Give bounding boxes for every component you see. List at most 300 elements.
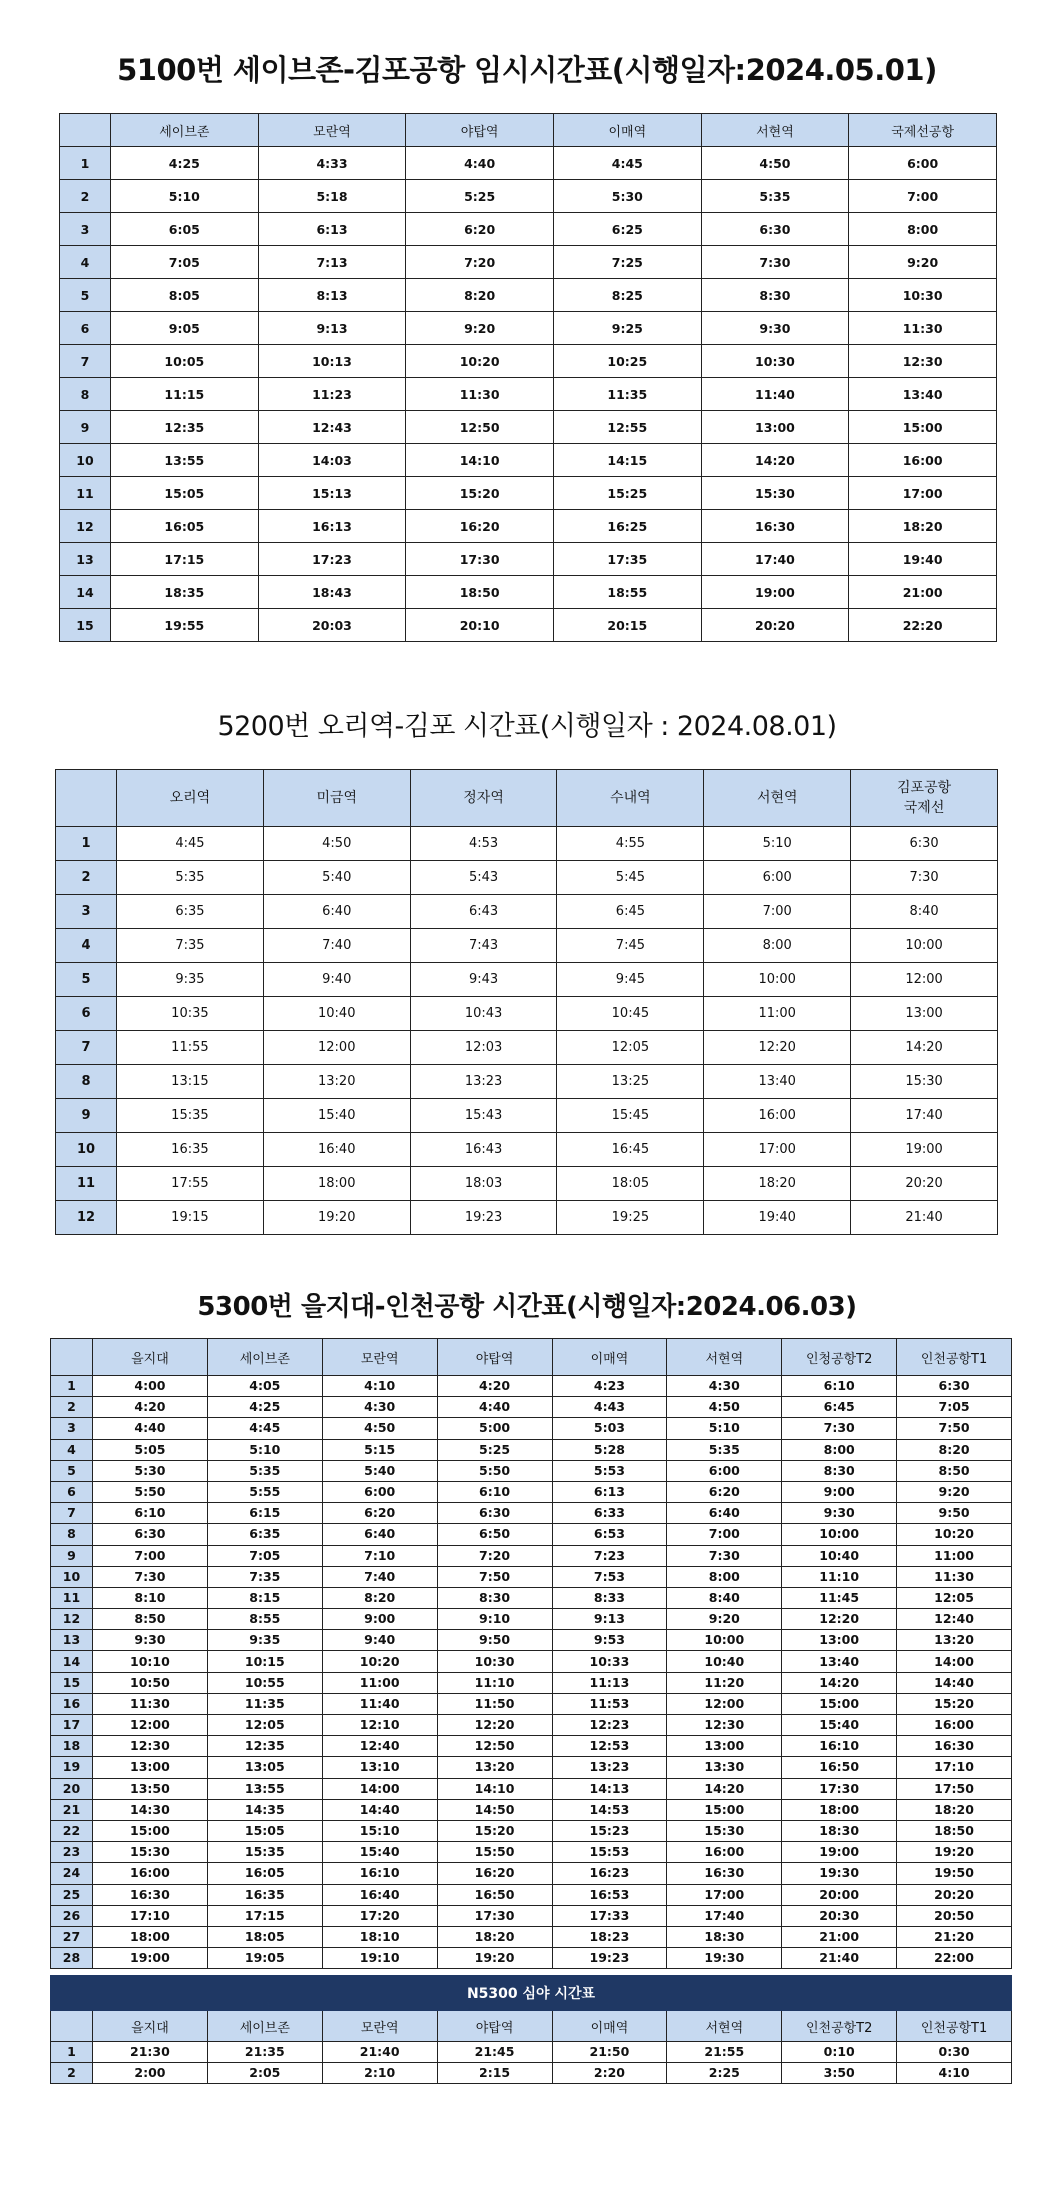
table-row <box>51 1481 1012 1502</box>
row-number: 13 <box>60 543 111 576</box>
row-number: 25 <box>51 1884 93 1905</box>
time-cell: 15:40 <box>322 1842 437 1863</box>
time-cell: 4:50 <box>701 147 849 180</box>
time-cell: 5:53 <box>552 1460 667 1481</box>
time-cell: 4:33 <box>258 147 406 180</box>
table-row <box>51 1524 1012 1545</box>
time-cell: 14:40 <box>897 1672 1012 1693</box>
time-cell: 2:20 <box>552 2063 667 2084</box>
time-cell: 2:25 <box>667 2063 782 2084</box>
time-cell: 5:10 <box>207 1439 322 1460</box>
time-cell: 11:53 <box>552 1693 667 1714</box>
time-cell: 18:20 <box>897 1799 1012 1820</box>
table-row <box>60 312 997 345</box>
time-cell: 6:53 <box>552 1524 667 1545</box>
time-cell: 14:10 <box>406 444 554 477</box>
time-cell: 10:45 <box>557 997 704 1031</box>
row-number: 13 <box>51 1630 93 1651</box>
time-cell: 15:23 <box>552 1820 667 1841</box>
time-cell: 14:35 <box>207 1799 322 1820</box>
time-cell: 14:50 <box>437 1799 552 1820</box>
time-cell: 6:35 <box>117 895 264 929</box>
time-cell: 19:00 <box>93 1948 208 1969</box>
time-cell: 16:13 <box>258 510 406 543</box>
row-number: 20 <box>51 1778 93 1799</box>
timetable-n5300-night <box>50 1975 1012 2084</box>
row-number: 4 <box>56 929 117 963</box>
time-cell: 7:00 <box>704 895 851 929</box>
time-cell: 9:13 <box>552 1609 667 1630</box>
time-cell: 13:23 <box>552 1757 667 1778</box>
time-cell: 17:10 <box>897 1757 1012 1778</box>
time-cell: 16:35 <box>117 1133 264 1167</box>
time-cell: 10:10 <box>93 1651 208 1672</box>
table-row <box>56 1065 998 1099</box>
row-number: 2 <box>51 1397 93 1418</box>
time-cell: 6:13 <box>552 1481 667 1502</box>
time-cell: 8:10 <box>93 1587 208 1608</box>
table-row <box>51 1587 1012 1608</box>
column-header: 서현역 <box>701 114 849 147</box>
time-cell: 7:10 <box>322 1545 437 1566</box>
time-cell: 10:15 <box>207 1651 322 1672</box>
table-row <box>51 1566 1012 1587</box>
time-cell: 6:00 <box>667 1460 782 1481</box>
time-cell: 15:30 <box>701 477 849 510</box>
time-cell: 14:10 <box>437 1778 552 1799</box>
time-cell: 6:45 <box>782 1397 897 1418</box>
row-number: 9 <box>56 1099 117 1133</box>
time-cell: 7:43 <box>410 929 557 963</box>
time-cell: 4:23 <box>552 1376 667 1397</box>
time-cell: 8:40 <box>667 1587 782 1608</box>
time-cell: 5:35 <box>117 861 264 895</box>
timetable-5300 <box>50 1338 1012 1969</box>
time-cell: 15:10 <box>322 1820 437 1841</box>
time-cell: 18:00 <box>782 1799 897 1820</box>
timetable-5100 <box>59 113 997 642</box>
time-cell: 10:40 <box>667 1651 782 1672</box>
time-cell: 20:00 <box>782 1884 897 1905</box>
time-cell: 21:55 <box>667 2042 782 2063</box>
table-row <box>56 861 998 895</box>
table-row <box>51 1948 1012 1969</box>
time-cell: 10:50 <box>93 1672 208 1693</box>
row-number: 1 <box>56 827 117 861</box>
time-cell: 5:10 <box>704 827 851 861</box>
time-cell: 4:10 <box>897 2063 1012 2084</box>
time-cell: 10:33 <box>552 1651 667 1672</box>
time-cell: 13:40 <box>704 1065 851 1099</box>
time-cell: 5:40 <box>263 861 410 895</box>
header-corner <box>51 1339 93 1376</box>
time-cell: 18:05 <box>557 1167 704 1201</box>
time-cell: 7:53 <box>552 1566 667 1587</box>
time-cell: 12:05 <box>557 1031 704 1065</box>
time-cell: 6:30 <box>701 213 849 246</box>
time-cell: 13:50 <box>93 1778 208 1799</box>
time-cell: 10:20 <box>406 345 554 378</box>
time-cell: 19:23 <box>410 1201 557 1235</box>
column-header: 야탑역 <box>437 1339 552 1376</box>
row-number: 7 <box>51 1503 93 1524</box>
time-cell: 9:45 <box>557 963 704 997</box>
time-cell: 6:35 <box>207 1524 322 1545</box>
row-number: 6 <box>51 1481 93 1502</box>
time-cell: 8:00 <box>782 1439 897 1460</box>
time-cell: 13:05 <box>207 1757 322 1778</box>
time-cell: 9:20 <box>849 246 997 279</box>
time-cell: 15:20 <box>406 477 554 510</box>
time-cell: 15:25 <box>553 477 701 510</box>
time-cell: 17:40 <box>667 1905 782 1926</box>
time-cell: 8:15 <box>207 1587 322 1608</box>
time-cell: 8:00 <box>704 929 851 963</box>
table-row <box>51 1820 1012 1841</box>
time-cell: 15:45 <box>557 1099 704 1133</box>
time-cell: 16:00 <box>849 444 997 477</box>
time-cell: 13:00 <box>851 997 998 1031</box>
time-cell: 8:00 <box>849 213 997 246</box>
column-header: 야탑역 <box>406 114 554 147</box>
time-cell: 16:30 <box>667 1863 782 1884</box>
row-number: 7 <box>60 345 111 378</box>
table-row <box>56 929 998 963</box>
time-cell: 21:40 <box>322 2042 437 2063</box>
time-cell: 19:00 <box>851 1133 998 1167</box>
time-cell: 15:00 <box>782 1693 897 1714</box>
table-row <box>60 246 997 279</box>
time-cell: 9:05 <box>111 312 259 345</box>
time-cell: 9:30 <box>701 312 849 345</box>
time-cell: 8:40 <box>851 895 998 929</box>
time-cell: 5:00 <box>437 1418 552 1439</box>
time-cell: 11:50 <box>437 1693 552 1714</box>
time-cell: 11:30 <box>897 1566 1012 1587</box>
table-row <box>51 1693 1012 1714</box>
time-cell: 16:25 <box>553 510 701 543</box>
time-cell: 7:00 <box>849 180 997 213</box>
time-cell: 4:43 <box>552 1397 667 1418</box>
time-cell: 12:05 <box>207 1715 322 1736</box>
row-number: 11 <box>60 477 111 510</box>
time-cell: 18:00 <box>93 1926 208 1947</box>
row-number: 14 <box>51 1651 93 1672</box>
time-cell: 14:03 <box>258 444 406 477</box>
time-cell: 6:00 <box>322 1481 437 1502</box>
table-row <box>56 963 998 997</box>
time-cell: 9:30 <box>782 1503 897 1524</box>
time-cell: 7:30 <box>851 861 998 895</box>
time-cell: 17:15 <box>111 543 259 576</box>
row-number: 26 <box>51 1905 93 1926</box>
time-cell: 11:35 <box>553 378 701 411</box>
time-cell: 10:25 <box>553 345 701 378</box>
time-cell: 8:33 <box>552 1587 667 1608</box>
time-cell: 19:40 <box>704 1201 851 1235</box>
table-row <box>51 1926 1012 1947</box>
time-cell: 6:10 <box>782 1376 897 1397</box>
time-cell: 4:05 <box>207 1376 322 1397</box>
time-cell: 11:40 <box>322 1693 437 1714</box>
row-number: 19 <box>51 1757 93 1778</box>
row-number: 5 <box>51 1460 93 1481</box>
table-row <box>60 510 997 543</box>
table-row <box>60 477 997 510</box>
time-cell: 4:20 <box>437 1376 552 1397</box>
time-cell: 4:53 <box>410 827 557 861</box>
time-cell: 21:45 <box>437 2042 552 2063</box>
table-row <box>60 213 997 246</box>
time-cell: 19:55 <box>111 609 259 642</box>
column-header: 을지대 <box>93 2011 208 2042</box>
time-cell: 5:25 <box>437 1439 552 1460</box>
column-header: 인청공항T2 <box>782 1339 897 1376</box>
time-cell: 15:20 <box>437 1820 552 1841</box>
table-row <box>51 1503 1012 1524</box>
time-cell: 19:20 <box>897 1842 1012 1863</box>
row-number: 2 <box>60 180 111 213</box>
time-cell: 11:40 <box>701 378 849 411</box>
column-header: 정자역 <box>410 770 557 827</box>
time-cell: 6:20 <box>322 1503 437 1524</box>
row-number: 4 <box>60 246 111 279</box>
time-cell: 5:18 <box>258 180 406 213</box>
time-cell: 4:50 <box>263 827 410 861</box>
time-cell: 7:23 <box>552 1545 667 1566</box>
time-cell: 12:43 <box>258 411 406 444</box>
time-cell: 17:40 <box>701 543 849 576</box>
time-cell: 2:10 <box>322 2063 437 2084</box>
time-cell: 5:10 <box>667 1418 782 1439</box>
column-header: 이매역 <box>553 114 701 147</box>
time-cell: 5:30 <box>553 180 701 213</box>
time-cell: 11:10 <box>782 1566 897 1587</box>
time-cell: 12:20 <box>704 1031 851 1065</box>
time-cell: 12:50 <box>406 411 554 444</box>
time-cell: 9:50 <box>897 1503 1012 1524</box>
time-cell: 18:10 <box>322 1926 437 1947</box>
table-row <box>51 1672 1012 1693</box>
time-cell: 17:30 <box>782 1778 897 1799</box>
header-corner <box>60 114 111 147</box>
column-header: 국제선공항 <box>849 114 997 147</box>
row-number: 6 <box>60 312 111 345</box>
time-cell: 14:20 <box>701 444 849 477</box>
header-corner <box>56 770 117 827</box>
time-cell: 12:35 <box>111 411 259 444</box>
row-number: 3 <box>56 895 117 929</box>
header-row <box>51 2011 1012 2042</box>
time-cell: 4:40 <box>93 1418 208 1439</box>
table-row <box>51 2063 1012 2084</box>
time-cell: 6:33 <box>552 1503 667 1524</box>
column-header: 야탑역 <box>437 2011 552 2042</box>
time-cell: 21:50 <box>552 2042 667 2063</box>
time-cell: 12:30 <box>93 1736 208 1757</box>
time-cell: 4:20 <box>93 1397 208 1418</box>
table-row <box>51 1651 1012 1672</box>
time-cell: 2:05 <box>207 2063 322 2084</box>
row-number: 3 <box>60 213 111 246</box>
time-cell: 21:40 <box>782 1948 897 1969</box>
row-number: 7 <box>56 1031 117 1065</box>
time-cell: 18:30 <box>667 1926 782 1947</box>
table-row <box>56 1167 998 1201</box>
time-cell: 8:13 <box>258 279 406 312</box>
time-cell: 6:10 <box>437 1481 552 1502</box>
row-number: 28 <box>51 1948 93 1969</box>
table-row <box>51 1545 1012 1566</box>
header-row <box>51 1339 1012 1376</box>
time-cell: 7:00 <box>667 1524 782 1545</box>
time-cell: 19:05 <box>207 1948 322 1969</box>
timetable-5200 <box>55 769 998 1235</box>
time-cell: 5:28 <box>552 1439 667 1460</box>
time-cell: 4:50 <box>322 1418 437 1439</box>
time-cell: 12:10 <box>322 1715 437 1736</box>
time-cell: 12:00 <box>93 1715 208 1736</box>
row-number: 12 <box>56 1201 117 1235</box>
row-number: 9 <box>51 1545 93 1566</box>
time-cell: 7:30 <box>93 1566 208 1587</box>
time-cell: 15:05 <box>207 1820 322 1841</box>
table-row <box>51 1905 1012 1926</box>
time-cell: 4:50 <box>667 1397 782 1418</box>
time-cell: 7:05 <box>111 246 259 279</box>
time-cell: 18:55 <box>553 576 701 609</box>
time-cell: 5:45 <box>557 861 704 895</box>
row-number: 2 <box>51 2063 93 2084</box>
time-cell: 15:35 <box>207 1842 322 1863</box>
time-cell: 16:30 <box>93 1884 208 1905</box>
time-cell: 5:35 <box>667 1439 782 1460</box>
time-cell: 14:30 <box>93 1799 208 1820</box>
time-cell: 20:10 <box>406 609 554 642</box>
row-number: 8 <box>56 1065 117 1099</box>
column-header: 수내역 <box>557 770 704 827</box>
time-cell: 7:50 <box>437 1566 552 1587</box>
time-cell: 9:13 <box>258 312 406 345</box>
time-cell: 18:30 <box>782 1820 897 1841</box>
time-cell: 4:30 <box>322 1397 437 1418</box>
row-number: 11 <box>51 1587 93 1608</box>
time-cell: 15:43 <box>410 1099 557 1133</box>
time-cell: 11:45 <box>782 1587 897 1608</box>
time-cell: 6:30 <box>851 827 998 861</box>
table-row <box>51 2042 1012 2063</box>
time-cell: 13:00 <box>667 1736 782 1757</box>
table-row <box>51 1609 1012 1630</box>
table-row <box>51 1863 1012 1884</box>
table-row <box>51 1630 1012 1651</box>
table-row <box>51 1884 1012 1905</box>
time-cell: 13:55 <box>111 444 259 477</box>
time-cell: 17:33 <box>552 1905 667 1926</box>
column-header: 서현역 <box>704 770 851 827</box>
timetable-5100-title: 5100번 세이브존-김포공항 임시시간표(시행일자:2024.05.01) <box>117 53 937 87</box>
time-cell: 16:00 <box>897 1715 1012 1736</box>
time-cell: 0:10 <box>782 2042 897 2063</box>
time-cell: 20:15 <box>553 609 701 642</box>
time-cell: 18:43 <box>258 576 406 609</box>
row-number: 27 <box>51 1926 93 1947</box>
time-cell: 20:50 <box>897 1905 1012 1926</box>
timetable-5300-title: 5300번 을지대-인천공항 시간표(시행일자:2024.06.03) <box>197 1292 857 1322</box>
time-cell: 3:50 <box>782 2063 897 2084</box>
time-cell: 11:35 <box>207 1693 322 1714</box>
time-cell: 10:20 <box>322 1651 437 1672</box>
time-cell: 11:20 <box>667 1672 782 1693</box>
row-number: 17 <box>51 1715 93 1736</box>
time-cell: 12:30 <box>849 345 997 378</box>
time-cell: 12:55 <box>553 411 701 444</box>
time-cell: 15:30 <box>93 1842 208 1863</box>
row-number: 18 <box>51 1736 93 1757</box>
time-cell: 9:53 <box>552 1630 667 1651</box>
table-row <box>51 1418 1012 1439</box>
table-row <box>56 997 998 1031</box>
time-cell: 9:20 <box>406 312 554 345</box>
time-cell: 5:10 <box>111 180 259 213</box>
time-cell: 8:00 <box>667 1566 782 1587</box>
time-cell: 20:30 <box>782 1905 897 1926</box>
time-cell: 8:30 <box>782 1460 897 1481</box>
time-cell: 7:50 <box>897 1418 1012 1439</box>
time-cell: 11:30 <box>93 1693 208 1714</box>
time-cell: 8:30 <box>701 279 849 312</box>
time-cell: 19:30 <box>667 1948 782 1969</box>
table-row <box>51 1715 1012 1736</box>
time-cell: 9:50 <box>437 1630 552 1651</box>
time-cell: 5:15 <box>322 1439 437 1460</box>
time-cell: 14:20 <box>851 1031 998 1065</box>
time-cell: 6:40 <box>667 1503 782 1524</box>
time-cell: 14:00 <box>897 1651 1012 1672</box>
time-cell: 12:35 <box>207 1736 322 1757</box>
time-cell: 19:30 <box>782 1863 897 1884</box>
row-number: 5 <box>56 963 117 997</box>
table-row <box>60 411 997 444</box>
time-cell: 21:00 <box>849 576 997 609</box>
table-row <box>51 1842 1012 1863</box>
time-cell: 18:03 <box>410 1167 557 1201</box>
table-row <box>60 543 997 576</box>
column-header: 서현역 <box>667 1339 782 1376</box>
time-cell: 12:30 <box>667 1715 782 1736</box>
time-cell: 21:40 <box>851 1201 998 1235</box>
time-cell: 2:00 <box>93 2063 208 2084</box>
row-number: 16 <box>51 1693 93 1714</box>
time-cell: 16:50 <box>782 1757 897 1778</box>
time-cell: 18:05 <box>207 1926 322 1947</box>
row-number: 4 <box>51 1439 93 1460</box>
night-timetable-banner: N5300 심야 시간표 <box>51 1976 1012 2011</box>
time-cell: 14:53 <box>552 1799 667 1820</box>
time-cell: 16:23 <box>552 1863 667 1884</box>
time-cell: 16:00 <box>704 1099 851 1133</box>
time-cell: 13:20 <box>437 1757 552 1778</box>
time-cell: 22:00 <box>897 1948 1012 1969</box>
time-cell: 17:50 <box>897 1778 1012 1799</box>
time-cell: 6:20 <box>667 1481 782 1502</box>
time-cell: 18:20 <box>704 1167 851 1201</box>
time-cell: 6:05 <box>111 213 259 246</box>
time-cell: 21:20 <box>897 1926 1012 1947</box>
time-cell: 6:50 <box>437 1524 552 1545</box>
row-number: 12 <box>51 1609 93 1630</box>
time-cell: 18:20 <box>437 1926 552 1947</box>
